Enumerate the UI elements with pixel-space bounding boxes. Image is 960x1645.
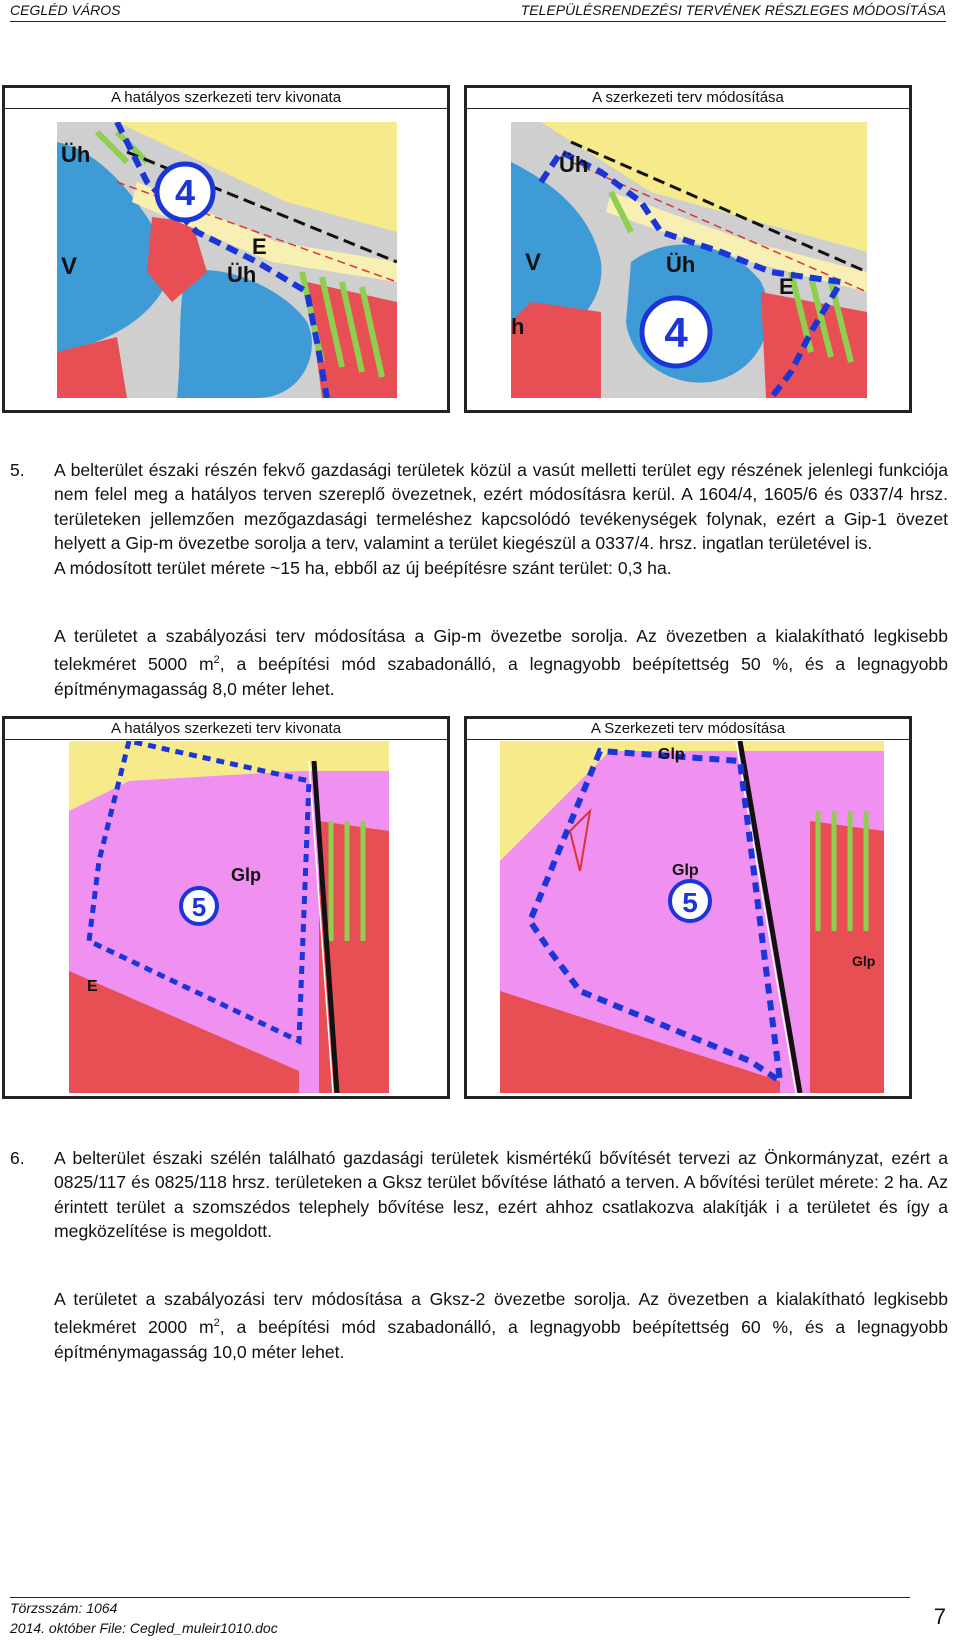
- section6-text1: A belterület északi szélén található gazdasági területek kismértékű bővítését tervezi az Önkormányzat, ezért a 0825/117 és 0825/118 hrsz. területeken a Gksz terület bővítése látható a terven. A bővítési terület mérete: 2 ha. Az érintett terület a szomszédos telephely bővítése lesz, ezért ahhoz csatlakozva alakítják i a területet és így a megközelítése is megoldott.: [54, 1148, 948, 1242]
- page-number: 7: [933, 1604, 946, 1629]
- map-label-glp-2: Glp: [658, 746, 685, 763]
- section6-text2a: A területet a szabályozási terv módosítása a Gksz-2 övezetbe sorolja. Az övezetben a kialakítható legkisebb telekméret 2000 m: [54, 1289, 948, 1338]
- section6-paragraph1: [10, 1146, 948, 1244]
- section5-number: 5.: [10, 460, 25, 480]
- map-label-e: E: [779, 274, 794, 299]
- map-label-number: 4: [664, 309, 688, 356]
- map-label-v: V: [525, 249, 542, 276]
- map-label-glp: Glp: [231, 865, 261, 885]
- figure1-left-caption: A hatályos szerkezeti terv kivonata: [5, 88, 447, 109]
- map-label-glp: Glp: [672, 862, 699, 879]
- map-label-number: 4: [174, 172, 196, 213]
- map-label-e: E: [87, 978, 98, 995]
- section5-paragraph1: [10, 458, 948, 580]
- section5-text2b: , a beépítési mód szabadonálló, a legnagyobb beépítettség 50 %, és a legnagyobb építménymagasság 8,0 méter lehet.: [54, 654, 948, 699]
- footer-line1: Törzsszám: 1064: [10, 1600, 118, 1616]
- map-label-uh-2: Üh: [227, 262, 257, 287]
- map-label-e: E: [252, 234, 267, 259]
- header-left: CEGLÉD VÁROS: [10, 2, 121, 18]
- map-label-uh-2: Üh: [666, 252, 696, 277]
- map-modified-area5: [500, 741, 884, 1093]
- map-label-v: V: [61, 253, 78, 280]
- map-current-area4: [57, 122, 397, 398]
- section5-text2a: A területet a szabályozási terv módosítása a Gip-m övezetbe sorolja. Az övezetben a kialakítható legkisebb telekméret 5000 m: [54, 626, 948, 675]
- footer-divider: [10, 1597, 910, 1598]
- map-label-h: h: [511, 314, 525, 339]
- map-label-uh: Üh: [61, 142, 91, 167]
- map-label-number: 5: [191, 892, 207, 922]
- figure2-right-caption: A Szerkezeti terv módosítása: [467, 719, 909, 740]
- figure1-left-panel: [2, 85, 450, 413]
- section5-paragraph2: [10, 624, 948, 701]
- figure2-left-caption: A hatályos szerkezeti terv kivonata: [5, 719, 447, 740]
- footer-line2: 2014. október File: Cegled_muleir1010.doc: [10, 1620, 278, 1636]
- section5-text1: A belterület északi részén fekvő gazdasági területek közül a vasút melletti terület egy részének jelenlegi funkciója nem felel meg a hatályos terven szereplő övezetnek, ezért módosításra kerül. A 1604/4, 1605/6 és 0337/4 hrsz. területeken jellemzően mezőgazdasági termeléshez kapcsolódó tevékenységek folynak, ezért a Gip-1 övezet helyett a Gip-m övezetbe sorolja a terv, valamint a terület kiegészül a 0337/4. hrsz. ingatlan területével is.: [54, 460, 948, 554]
- section5-sup: 2: [213, 654, 220, 667]
- section6-paragraph2: [10, 1287, 948, 1364]
- figure2-right-panel: [464, 716, 912, 1099]
- map-label-glp-3: Glp: [852, 953, 876, 969]
- figure1-right-caption: A szerkezeti terv módosítása: [467, 88, 909, 109]
- figure1-right-panel: [464, 85, 912, 413]
- map-label-uh: Üh: [559, 152, 589, 177]
- section6-sup: 2: [213, 1317, 220, 1330]
- section6-number: 6.: [10, 1148, 25, 1168]
- section5-text1b: A módosított terület mérete ~15 ha, ebből az új beépítésre szánt terület: 0,3 ha.: [54, 557, 672, 578]
- map-label-number: 5: [682, 887, 698, 918]
- map-current-area5: [69, 741, 389, 1093]
- header-divider: [10, 21, 946, 22]
- header-right: TELEPÜLÉSRENDEZÉSI TERVÉNEK RÉSZLEGES MÓDOSÍTÁSA: [520, 2, 946, 18]
- figure2-left-panel: [2, 716, 450, 1099]
- map-modified-area4: [511, 122, 867, 398]
- section6-text2b: , a beépítési mód szabadonálló, a legnagyobb beépítettség 60 %, és a legnagyobb építménymagasság 10,0 méter lehet.: [54, 1317, 948, 1362]
